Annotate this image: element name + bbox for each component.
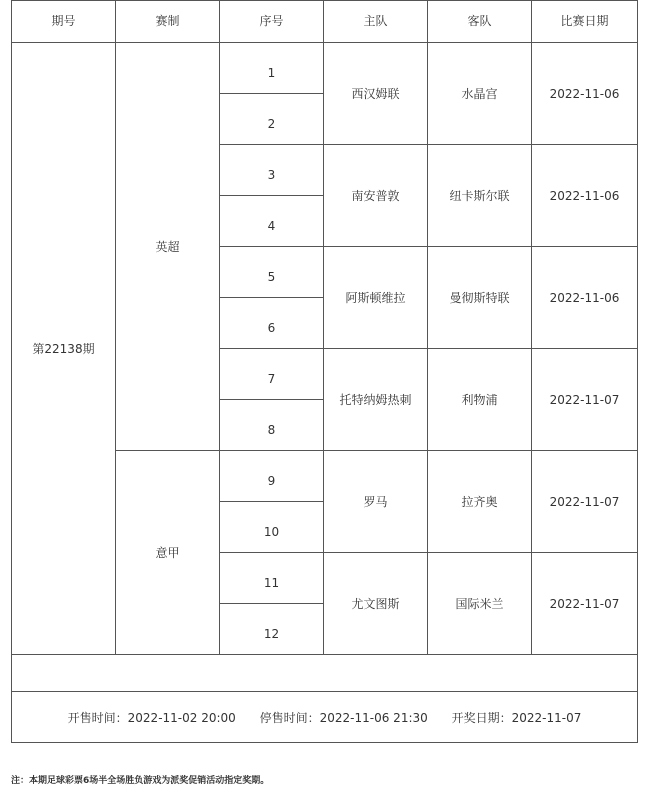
blank-row — [12, 655, 638, 692]
header-away: 客队 — [428, 1, 532, 43]
away-team-cell: 拉齐奥 — [428, 451, 532, 553]
seq-cell: 3 — [220, 145, 324, 196]
sale-info-row — [12, 692, 638, 743]
seq-cell: 2 — [220, 94, 324, 145]
match-date-cell: 2022-11-07 — [532, 553, 638, 655]
league-cell: 意甲 — [116, 451, 220, 655]
home-team-cell: 罗马 — [324, 451, 428, 553]
home-team-cell: 尤文图斯 — [324, 553, 428, 655]
seq-cell: 1 — [220, 43, 324, 94]
home-team-cell: 南安普敦 — [324, 145, 428, 247]
match-table — [11, 0, 638, 743]
away-team-cell: 曼彻斯特联 — [428, 247, 532, 349]
header-period: 期号 — [12, 1, 116, 43]
home-team-cell: 西汉姆联 — [324, 43, 428, 145]
match-date-cell: 2022-11-06 — [532, 145, 638, 247]
header-home: 主队 — [324, 1, 428, 43]
blank-cell — [12, 655, 638, 692]
match-date-cell: 2022-11-07 — [532, 349, 638, 451]
match-date-cell: 2022-11-06 — [532, 247, 638, 349]
sale-stop-time: 停售时间：2022-11-06 21:30 — [259, 710, 428, 725]
seq-cell: 4 — [220, 196, 324, 247]
match-date-cell: 2022-11-06 — [532, 43, 638, 145]
seq-cell: 7 — [220, 349, 324, 400]
away-team-cell: 纽卡斯尔联 — [428, 145, 532, 247]
header-seq: 序号 — [220, 1, 324, 43]
away-team-cell: 利物浦 — [428, 349, 532, 451]
draw-date: 开奖日期：2022-11-07 — [451, 710, 582, 725]
seq-cell: 11 — [220, 553, 324, 604]
table-row — [12, 43, 638, 94]
away-team-cell: 水晶宫 — [428, 43, 532, 145]
header-date: 比赛日期 — [532, 1, 638, 43]
header-league: 赛制 — [116, 1, 220, 43]
seq-cell: 12 — [220, 604, 324, 655]
home-team-cell: 阿斯顿维拉 — [324, 247, 428, 349]
lottery-schedule — [11, 0, 637, 765]
footnote: 注：本期足球彩票6场半全场胜负游戏为派奖促销活动指定奖期。 — [11, 776, 270, 786]
seq-cell: 10 — [220, 502, 324, 553]
league-cell: 英超 — [116, 43, 220, 451]
home-team-cell: 托特纳姆热刺 — [324, 349, 428, 451]
seq-cell: 6 — [220, 298, 324, 349]
period-cell: 第22138期 — [12, 43, 116, 655]
away-team-cell: 国际米兰 — [428, 553, 532, 655]
header-row — [12, 1, 638, 43]
sale-start-time: 开售时间：2022-11-02 20:00 — [67, 710, 236, 725]
sale-info-cell — [12, 692, 638, 743]
seq-cell: 9 — [220, 451, 324, 502]
seq-cell: 8 — [220, 400, 324, 451]
match-date-cell: 2022-11-07 — [532, 451, 638, 553]
seq-cell: 5 — [220, 247, 324, 298]
